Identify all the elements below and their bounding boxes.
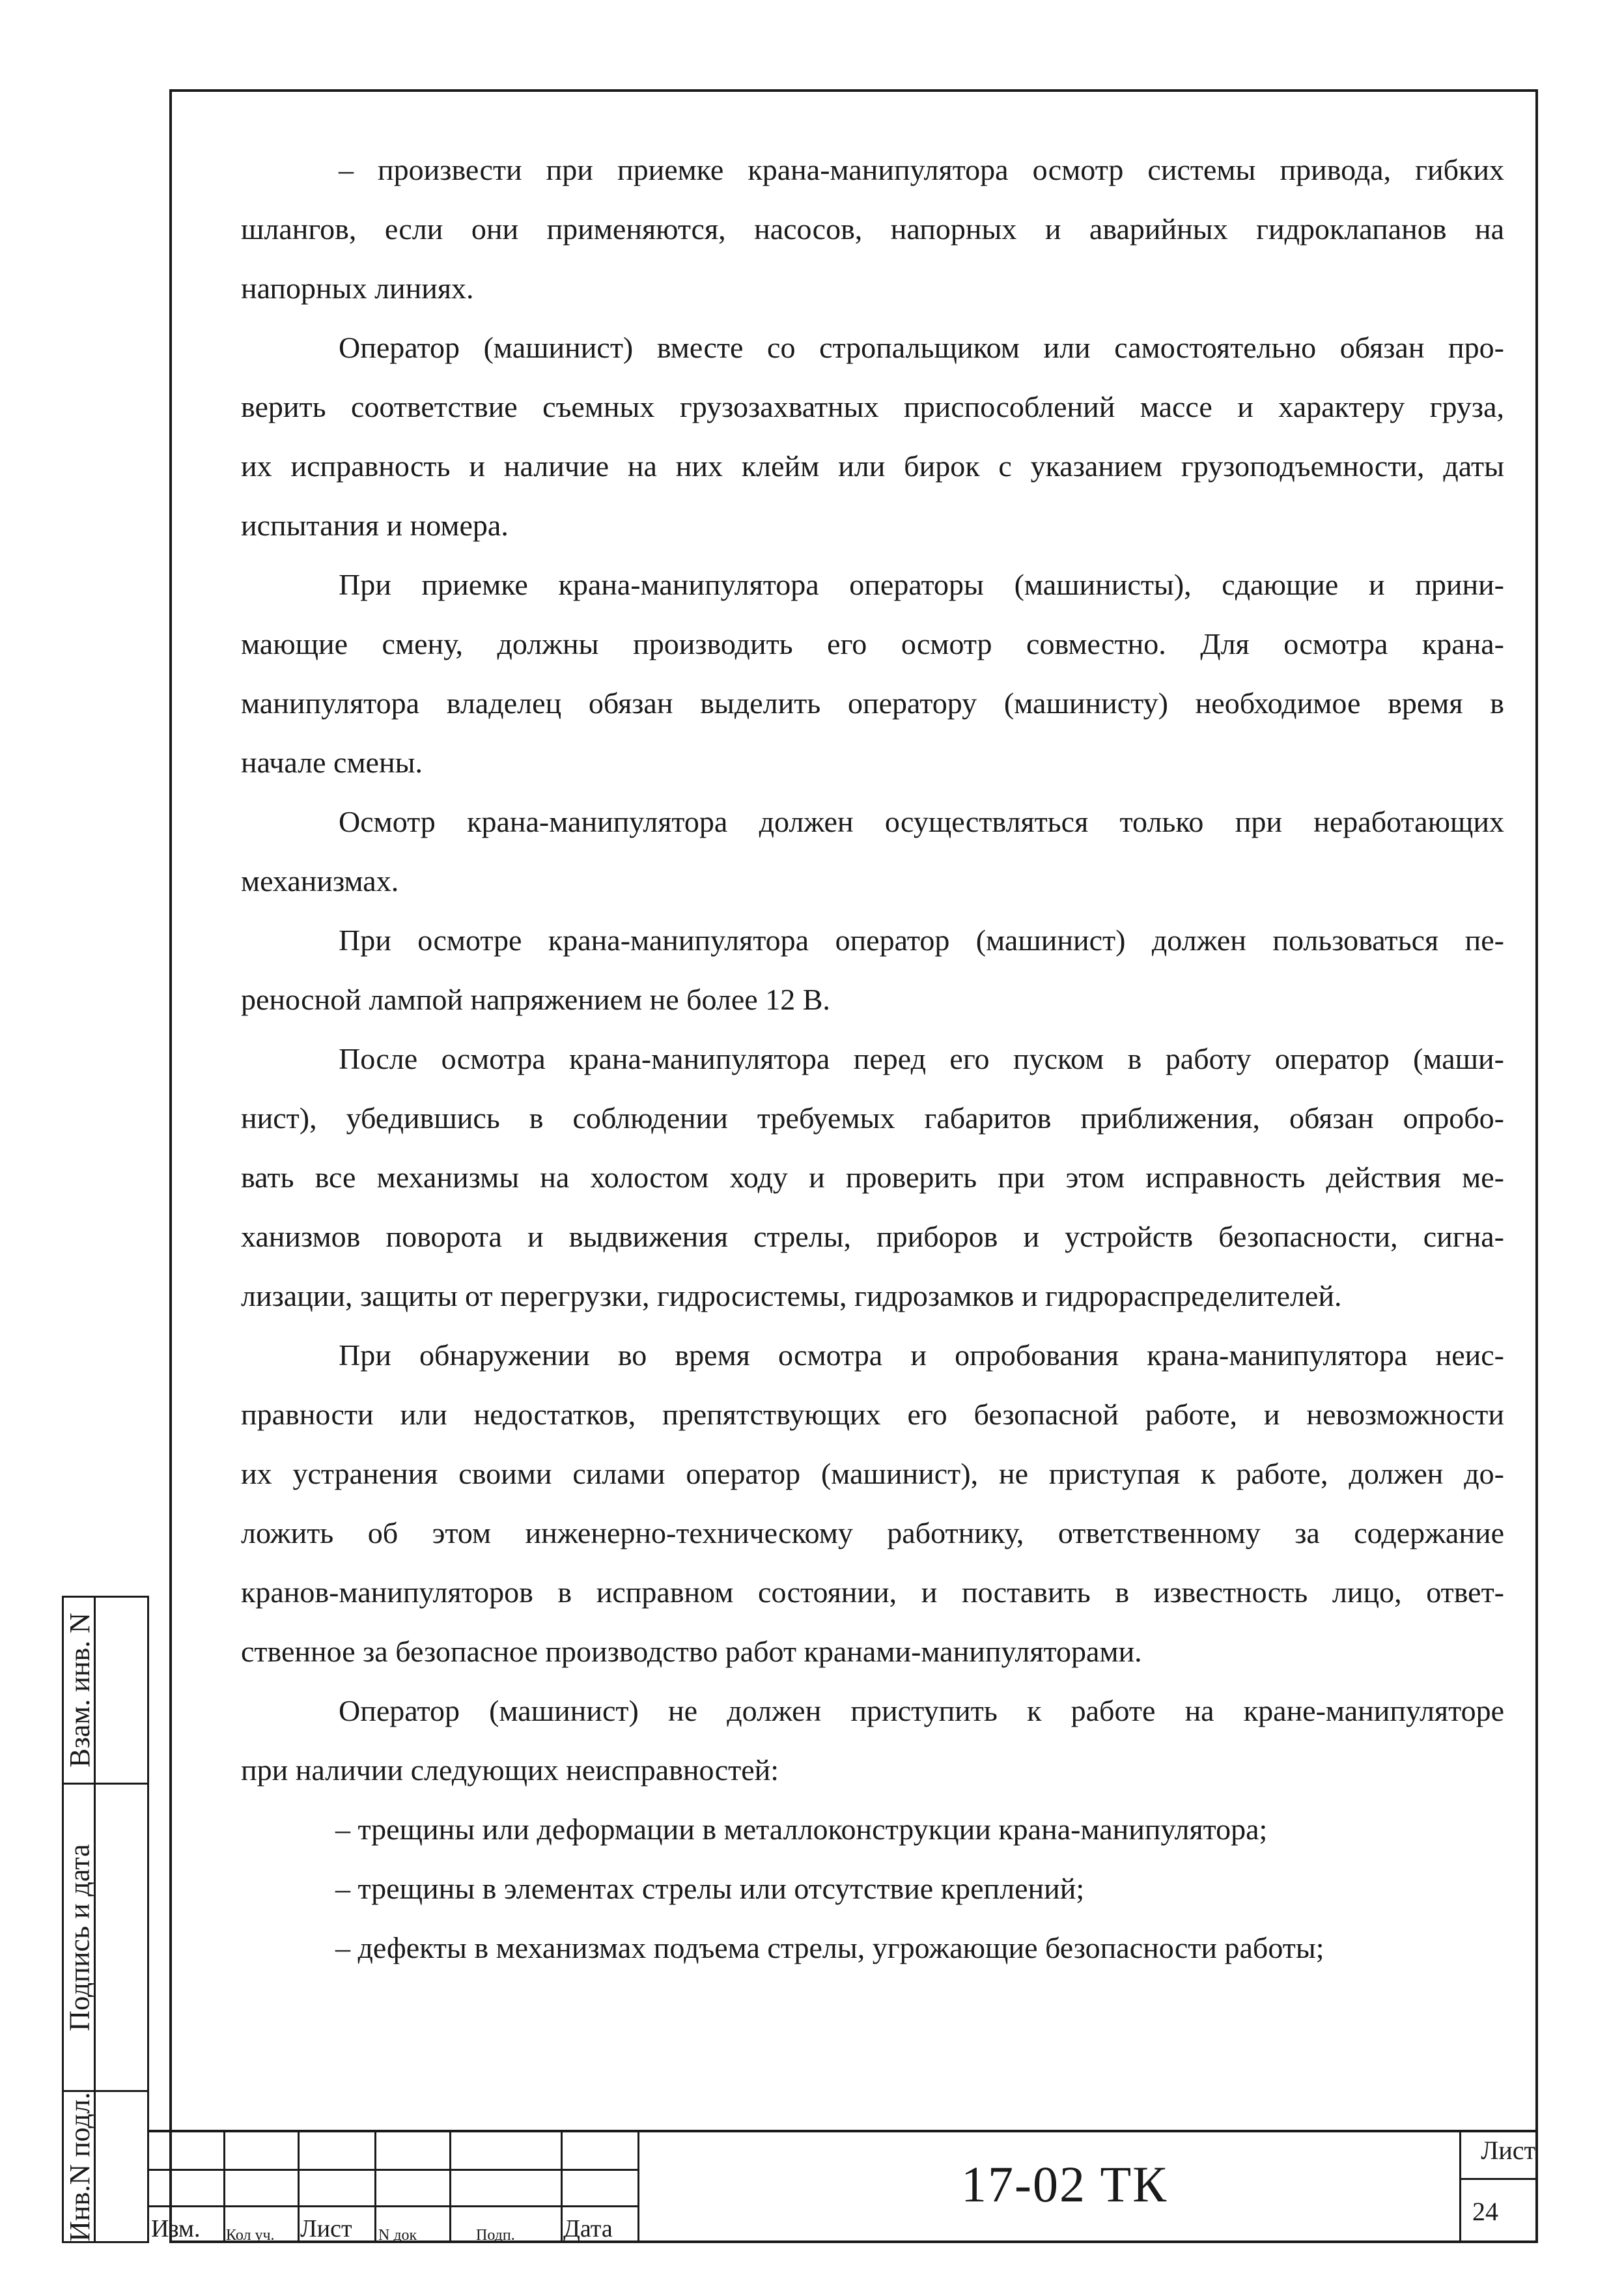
text-line: напорных линиях.	[241, 272, 474, 305]
text-line: мающие смену, должны производить его осмотр совместно. Для осмотра крана-	[241, 627, 1504, 660]
text-line: шлангов, если они применяются, насосов, напорных и аварийных гидроклапанов на	[241, 212, 1504, 246]
document-body	[241, 140, 1504, 1977]
text-line: ложить об этом инженерно-техническому работнику, ответственному за содержание	[241, 1516, 1504, 1549]
column-header-quantity: Кол уч.	[226, 2227, 275, 2244]
column-header-doc-number: N док	[378, 2227, 417, 2244]
text-line: лизации, защиты от перегрузки, гидросистемы, гидрозамков и гидрораспределителей.	[241, 1279, 1342, 1312]
text-line: После осмотра крана-манипулятора перед его пуском в работу оператор (маши-	[339, 1042, 1504, 1075]
text-line: Осмотр крана-манипулятора должен осуществляться только при неработающих	[339, 805, 1504, 838]
text-line: кранов-манипуляторов в исправном состоянии, и поставить в известность лицо, ответ-	[241, 1576, 1504, 1609]
title-block	[149, 2130, 1538, 2243]
text-line: При приемке крана-манипулятора операторы (машинисты), сдающие и прини-	[339, 568, 1504, 601]
original-inventory-label: Инв.N подл.	[64, 2091, 96, 2242]
column-header-change: Изм.	[151, 2215, 201, 2242]
text-line: – трещины или деформации в металлоконструкции крана-манипулятора;	[335, 1813, 1268, 1846]
sheet-label: Лист	[1481, 2136, 1535, 2165]
text-line: – трещины в элементах стрелы или отсутствие креплений;	[335, 1872, 1085, 1905]
text-line: ханизмов поворота и выдвижения стрелы, приборов и устройств безопасности, сигна-	[241, 1220, 1504, 1253]
side-strip-original-inventory	[62, 2090, 149, 2243]
replacement-inventory-label: Взам. инв. N	[64, 1613, 96, 1768]
text-line: – произвести при приемке крана-манипулятора осмотр системы привода, гибких	[339, 153, 1504, 186]
document-code: 17-02 ТК	[961, 2156, 1168, 2212]
text-line: при наличии следующих неисправностей:	[241, 1753, 779, 1787]
side-strip-signature	[62, 1783, 149, 2092]
text-line: испытания и номера.	[241, 509, 509, 542]
text-line: механизмах.	[241, 864, 399, 898]
sheet-number: 24	[1472, 2197, 1498, 2226]
column-header-sheet: Лист	[300, 2215, 352, 2242]
text-line: При обнаружении во время осмотра и опробования крана-манипулятора неис-	[339, 1338, 1504, 1372]
text-line: Оператор (машинист) не должен приступить к работе на кране-манипуляторе	[339, 1694, 1504, 1727]
text-line: начале смены.	[241, 746, 423, 779]
text-line: манипулятора владелец обязан выделить оператору (машинисту) необходимое время в	[241, 686, 1504, 720]
column-header-date: Дата	[563, 2215, 613, 2242]
text-line: вать все механизмы на холостом ходу и проверить при этом исправность действия ме-	[241, 1161, 1504, 1194]
text-line: нист), убедившись в соблюдении требуемых габаритов приближения, обязан опробо-	[241, 1101, 1504, 1135]
signature-date-label: Подпись и дата	[64, 1843, 96, 2031]
column-header-signature: Подп.	[476, 2227, 515, 2244]
text-line: верить соответствие съемных грузозахватных приспособлений массе и характеру груза,	[241, 390, 1504, 423]
side-strip-replacement	[62, 1596, 149, 1785]
text-line: их устранения своими силами оператор (машинист), не приступая к работе, должен до-	[241, 1457, 1504, 1490]
text-line: ственное за безопасное производство работ кранами-манипуляторами.	[241, 1635, 1142, 1668]
text-line: их исправность и наличие на них клейм или бирок с указанием грузоподъемности, даты	[241, 449, 1504, 483]
text-line: Оператор (машинист) вместе со стропальщиком или самостоятельно обязан про-	[339, 331, 1504, 364]
text-line: правности или недостатков, препятствующих его безопасной работе, и невозможности	[241, 1398, 1504, 1431]
text-line: При осмотре крана-манипулятора оператор (машинист) должен пользоваться пе-	[339, 924, 1504, 957]
text-line: – дефекты в механизмах подъема стрелы, угрожающие безопасности работы;	[335, 1931, 1324, 1964]
text-line: реносной лампой напряжением не более 12 В.	[241, 983, 830, 1016]
